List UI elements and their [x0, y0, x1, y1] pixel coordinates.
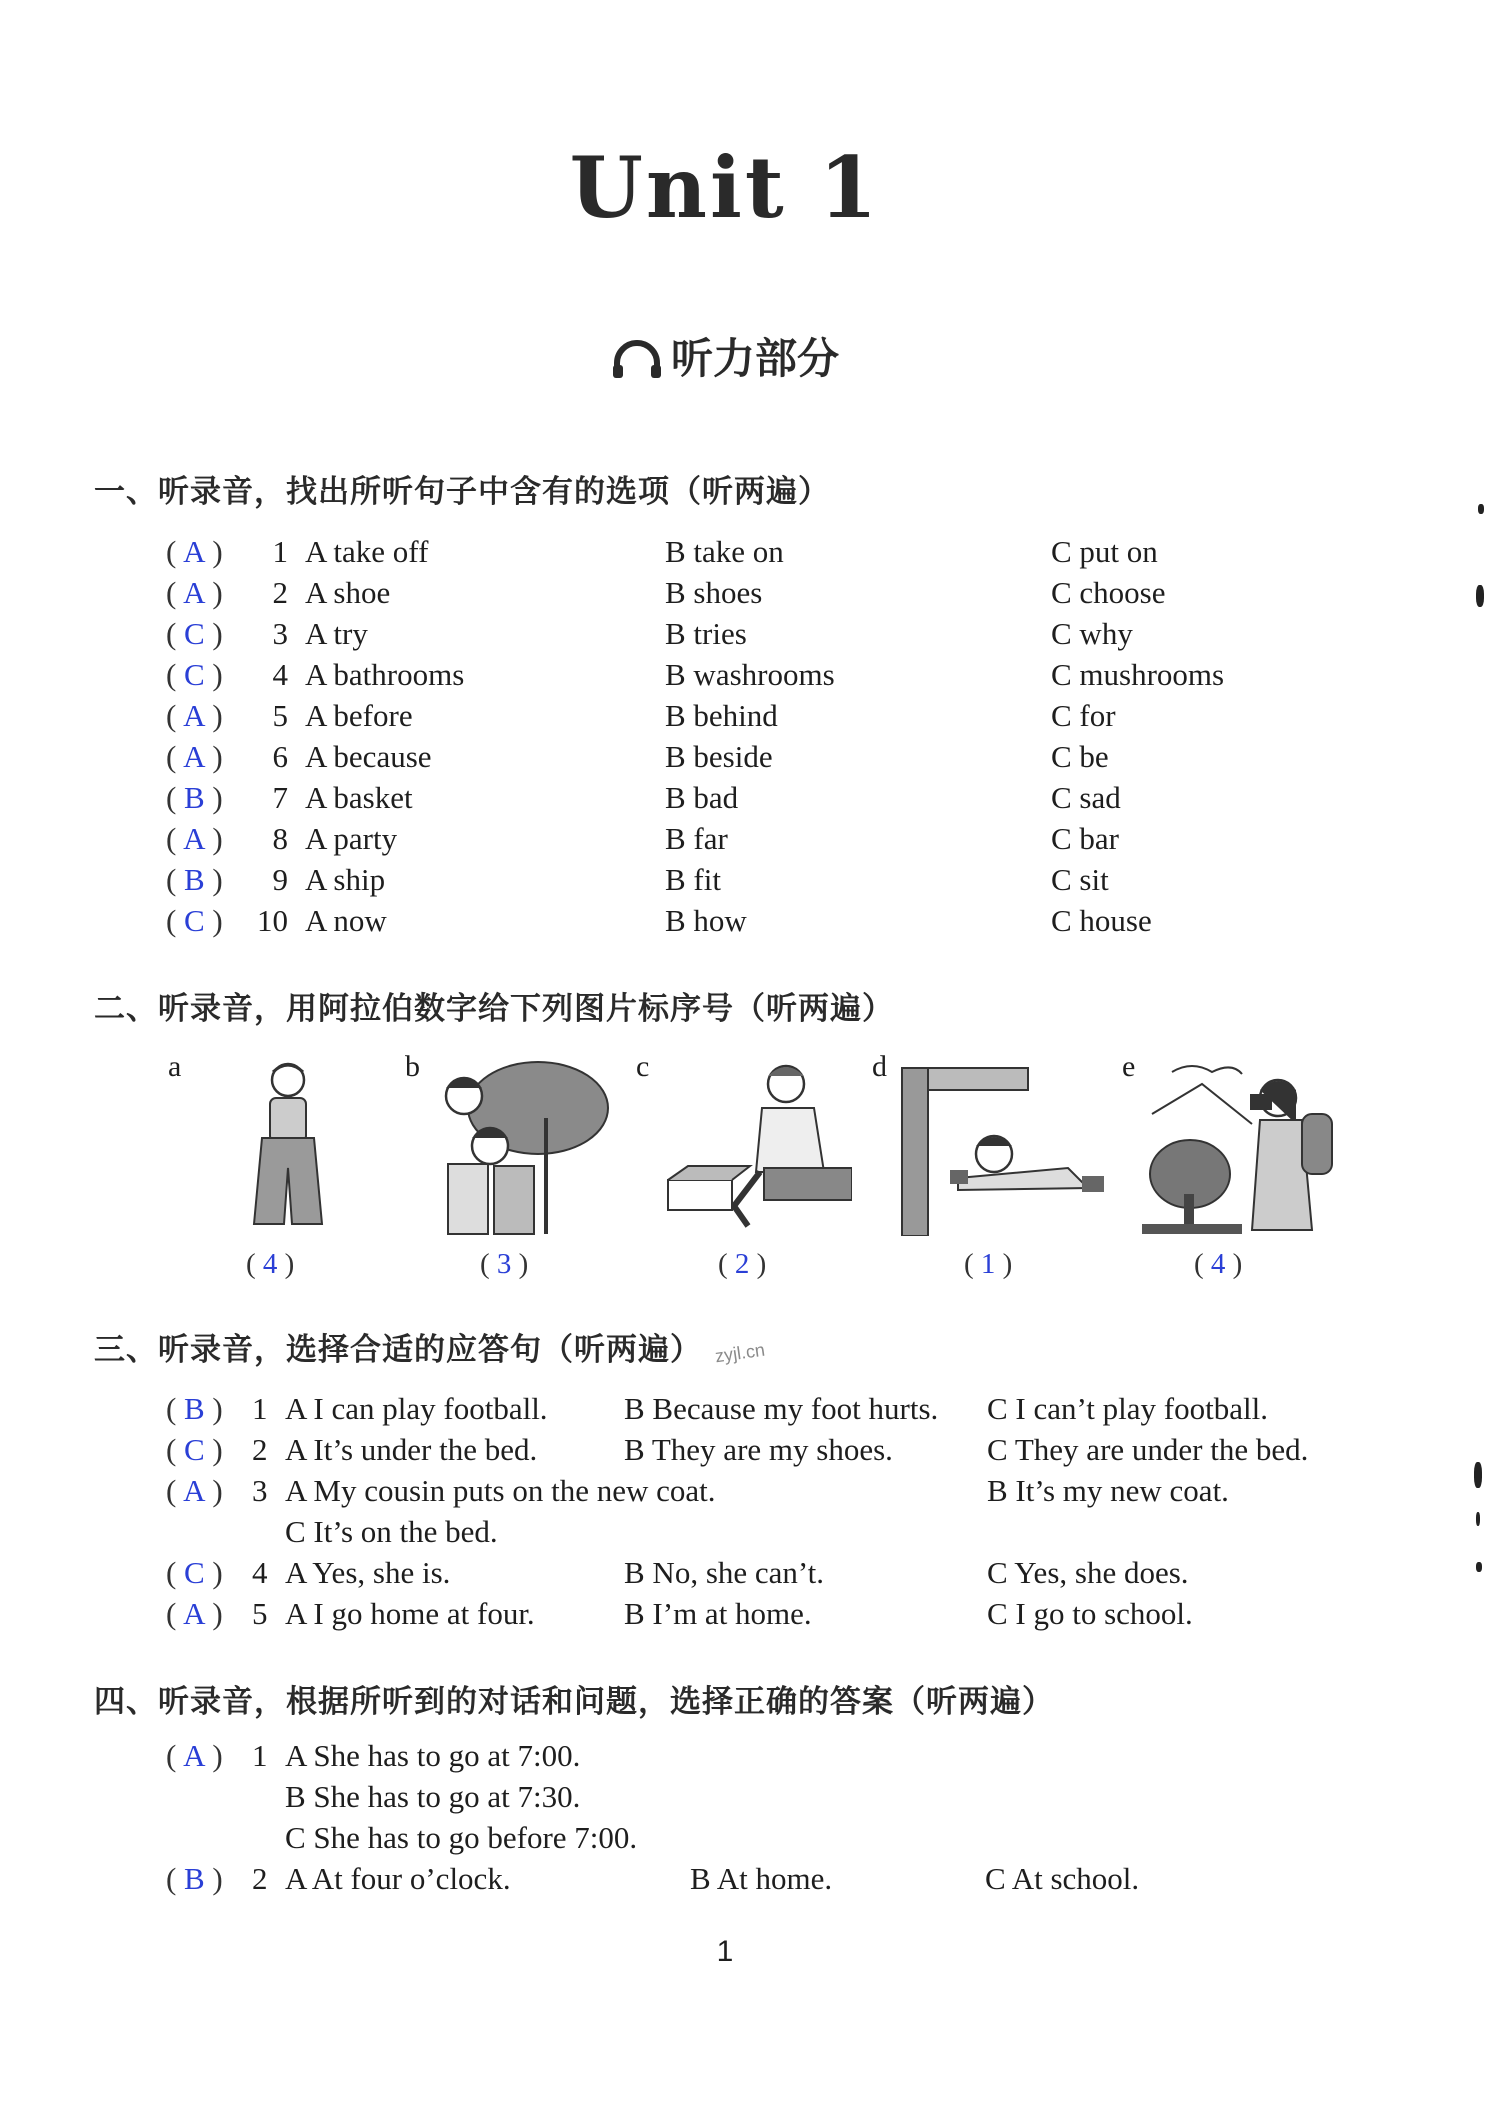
option-c: C choose — [1051, 575, 1166, 610]
answer-mark: C — [183, 616, 205, 651]
option-c: C I can’t play football. — [987, 1391, 1268, 1426]
option-b: B fit — [665, 862, 721, 897]
option-a: A now — [305, 903, 387, 938]
option-a: A It’s under the bed. — [285, 1432, 538, 1467]
option-b: B behind — [665, 698, 778, 733]
list-item: ( A ) 6 A because B beside C be — [166, 739, 1109, 774]
boy-under-bed-picture — [898, 1058, 1108, 1236]
man-shoes-picture — [664, 1056, 852, 1232]
answer-mark: A — [183, 534, 206, 569]
answer-mark: A — [183, 1596, 206, 1631]
list-item: ( A ) 2 A shoe B shoes C choose — [166, 575, 1166, 610]
list-item: ( A ) 3 A My cousin puts on the new coat. B It’s my new coat. C It’s on the bed. — [166, 1473, 1229, 1549]
list-item: ( C ) 10 A now B how C house — [166, 903, 1152, 938]
list-item: ( B ) 7 A basket B bad C sad — [166, 780, 1121, 815]
list-item: ( A ) 1 A She has to go at 7:00. B She has to go at 7:30. C She has to go before 7:00. — [166, 1738, 638, 1855]
option-b: B It’s my new coat. — [987, 1473, 1229, 1508]
picture-label: d — [872, 1050, 887, 1083]
option-c: C put on — [1051, 534, 1158, 569]
question-number: 4 — [272, 657, 288, 692]
list-item: ( B ) 2 A At four o’clock. B At home. C At school. — [166, 1861, 1140, 1896]
picture-answer: ( 4 ) — [246, 1248, 295, 1280]
question-number: 1 — [272, 534, 288, 569]
question-number: 5 — [272, 698, 288, 733]
question-number: 10 — [257, 903, 288, 938]
option-a: A party — [305, 821, 398, 856]
list-item: ( C ) 2 A It’s under the bed. B They are my shoes. C They are under the bed. — [166, 1432, 1309, 1467]
question-number: 3 — [272, 616, 288, 651]
list-item: ( A ) 5 A I go home at four. B I’m at home. C I go to school. — [166, 1596, 1193, 1631]
option-b: B shoes — [665, 575, 763, 610]
option-c: C why — [1051, 616, 1133, 651]
option-a: A I go home at four. — [285, 1596, 535, 1631]
option-b: B At home. — [690, 1861, 833, 1896]
option-c: C bar — [1051, 821, 1120, 856]
option-c: C sit — [1051, 862, 1109, 897]
option-b: B tries — [665, 616, 747, 651]
option-c: C for — [1051, 698, 1116, 733]
option-a: A take off — [305, 534, 429, 569]
subtitle-text: 听力部分 — [670, 334, 839, 383]
section-1-heading: 一、听录音，找出所听句子中含有的选项（听两遍） — [94, 474, 830, 510]
question-number: 6 — [272, 739, 288, 774]
option-c: C I go to school. — [987, 1596, 1193, 1631]
option-a: A try — [305, 616, 368, 651]
option-a: A bathrooms — [305, 657, 465, 692]
watermark: zyjl.cn — [713, 1339, 767, 1367]
picture-label: e — [1122, 1050, 1136, 1083]
unit-title: Unit 1 — [569, 138, 881, 237]
option-c: C mushrooms — [1051, 657, 1225, 692]
answer-mark: C — [183, 903, 205, 938]
option-c: C house — [1051, 903, 1152, 938]
option-a: A My cousin puts on the new coat. — [285, 1473, 716, 1508]
page-number: 1 — [716, 1935, 734, 1968]
question-number: 7 — [272, 780, 288, 815]
option-b: B far — [665, 821, 728, 856]
scan-mark — [1476, 585, 1484, 607]
option-c: C It’s on the bed. — [285, 1514, 498, 1549]
question-number: 2 — [252, 1432, 268, 1467]
answer-mark: C — [183, 657, 205, 692]
children-tree-picture — [428, 1058, 614, 1236]
picture-label: a — [168, 1050, 182, 1083]
option-a: A basket — [305, 780, 413, 815]
section-2-heading: 二、听录音，用阿拉伯数字给下列图片标序号（听两遍） — [94, 991, 894, 1027]
answer-mark: A — [183, 1738, 206, 1773]
answer-mark: A — [183, 575, 206, 610]
option-b: B They are my shoes. — [624, 1432, 893, 1467]
question-number: 2 — [272, 575, 288, 610]
option-a: A At four o’clock. — [285, 1861, 511, 1896]
option-b: B how — [665, 903, 747, 938]
option-c: C At school. — [985, 1861, 1140, 1896]
option-b: B I’m at home. — [624, 1596, 812, 1631]
answer-mark: A — [183, 821, 206, 856]
option-b: B beside — [665, 739, 773, 774]
answer-mark: C — [183, 1555, 205, 1590]
boy-big-trousers-picture — [248, 1058, 328, 1230]
list-item: ( A ) 1 A take off B take on C put on — [166, 534, 1158, 569]
list-item: ( A ) 8 A party B far C bar — [166, 821, 1120, 856]
answer-mark: C — [183, 1432, 205, 1467]
option-c: C sad — [1051, 780, 1121, 815]
option-c: C She has to go before 7:00. — [285, 1820, 638, 1855]
picture-label: b — [405, 1050, 420, 1083]
scan-mark — [1474, 1462, 1482, 1488]
option-b: B washrooms — [665, 657, 835, 692]
list-item: ( B ) 1 A I can play football. B Because my foot hurts. C I can’t play football. — [166, 1391, 1268, 1426]
answer-mark: A — [183, 739, 206, 774]
option-b: B No, she can’t. — [624, 1555, 825, 1590]
section-3-heading: 三、听录音，选择合适的应答句（听两遍） — [94, 1332, 702, 1368]
answer-mark: B — [183, 862, 205, 897]
question-number: 5 — [252, 1596, 268, 1631]
question-number: 3 — [252, 1473, 268, 1508]
answer-mark: A — [183, 698, 206, 733]
option-b: B bad — [665, 780, 739, 815]
list-item: ( C ) 4 A Yes, she is. B No, she can’t. C Yes, she does. — [166, 1555, 1189, 1590]
picture-answer: ( 2 ) — [718, 1248, 767, 1280]
section-4-heading: 四、听录音，根据所听到的对话和问题，选择正确的答案（听两遍） — [94, 1684, 1054, 1720]
option-c: C be — [1051, 739, 1109, 774]
question-number: 1 — [252, 1738, 268, 1773]
question-number: 8 — [272, 821, 288, 856]
headphones-icon — [611, 339, 663, 379]
question-number: 1 — [252, 1391, 268, 1426]
list-item: ( A ) 5 A before B behind C for — [166, 698, 1116, 733]
option-b: B She has to go at 7:30. — [285, 1779, 581, 1814]
question-number: 9 — [272, 862, 288, 897]
scan-mark — [1478, 504, 1484, 514]
scan-mark — [1476, 1512, 1480, 1526]
answer-mark: B — [183, 1861, 205, 1896]
girl-camera-picture — [1142, 1054, 1338, 1234]
option-a: A shoe — [305, 575, 391, 610]
option-a: A ship — [305, 862, 386, 897]
answer-mark: B — [183, 1391, 205, 1426]
option-a: A because — [305, 739, 432, 774]
list-item: ( B ) 9 A ship B fit C sit — [166, 862, 1109, 897]
list-item: ( C ) 4 A bathrooms B washrooms C mushrooms — [166, 657, 1225, 692]
picture-answer: ( 1 ) — [964, 1248, 1013, 1280]
option-b: B Because my foot hurts. — [624, 1391, 939, 1426]
option-c: C They are under the bed. — [987, 1432, 1309, 1467]
picture-label: c — [636, 1050, 650, 1083]
option-c: C Yes, she does. — [987, 1555, 1189, 1590]
option-a: A Yes, she is. — [285, 1555, 451, 1590]
picture-answer: ( 3 ) — [480, 1248, 529, 1280]
list-item: ( C ) 3 A try B tries C why — [166, 616, 1133, 651]
option-a: A before — [305, 698, 413, 733]
section-subtitle — [0, 326, 1450, 386]
option-a: A I can play football. — [285, 1391, 548, 1426]
question-number: 4 — [252, 1555, 268, 1590]
picture-answer: ( 4 ) — [1194, 1248, 1243, 1280]
option-b: B take on — [665, 534, 784, 569]
scan-mark — [1476, 1562, 1482, 1572]
answer-mark: A — [183, 1473, 206, 1508]
answer-mark: B — [183, 780, 205, 815]
option-a: A She has to go at 7:00. — [285, 1738, 581, 1773]
question-number: 2 — [252, 1861, 268, 1896]
